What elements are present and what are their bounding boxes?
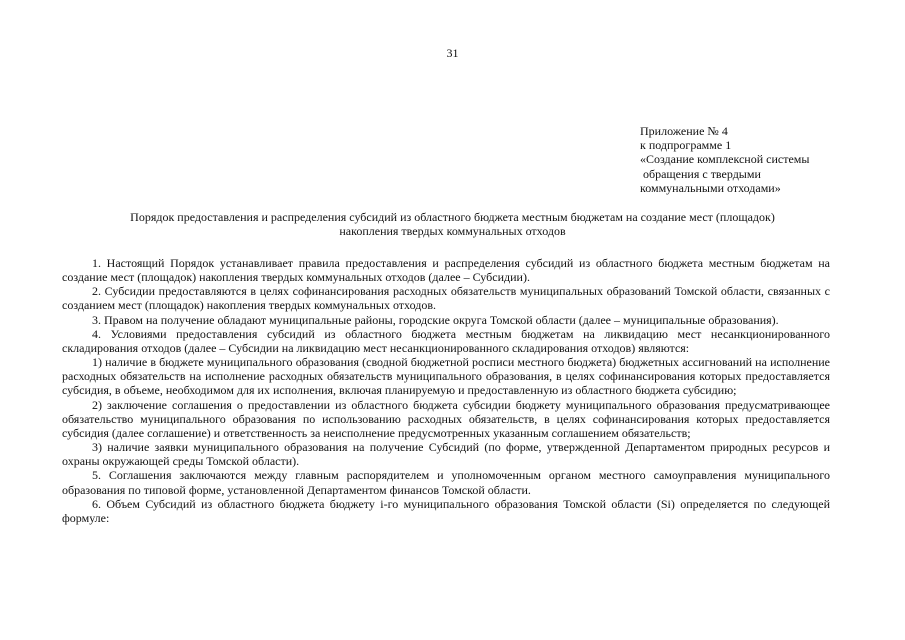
paragraph-1: 1. Настоящий Порядок устанавливает правила предоставления и распределения субсидий из областного бюджета местным бюджетам на создание мест (площадок) накопления твердых коммунальных отходов (далее – Субсидии). [62, 256, 830, 285]
paragraph-6: 6. Объем Субсидий из областного бюджета бюджету i-го муниципального образования Томской области (Si) определяется по следующей формуле: [62, 496, 830, 525]
appendix-line: к подпрограмме 1 [640, 138, 732, 153]
paragraph-4-item-2: 2) заключение соглашения о предоставлении из областного бюджета субсидии бюджету муниципального образования предусматривающее обязательство муниципального образования по использованию расходных обязательств, в целях софинансирования которых предоставляется субсидия (далее соглашение) и ответственность за неисполнение предусмотренных указанным соглашением обязательств; [62, 397, 830, 440]
appendix-line: коммунальными отходами» [640, 180, 781, 195]
paragraph-3: 3. Правом на получение обладают муниципальные районы, городские округа Томской области (далее – муниципальные образования). [92, 312, 779, 327]
page-number: 31 [446, 46, 459, 60]
appendix-line: Приложение № 4 [640, 124, 728, 138]
paragraph-2: 2. Субсидии предоставляются в целях софинансирования расходных обязательств муниципальных образований Томской области, связанных с созданием мест (площадок) накопления твердых коммунальных отходов. [62, 284, 830, 313]
title-line-2: накопления твердых коммунальных отходов [339, 224, 566, 239]
paragraph-4-item-3: 3) наличие заявки муниципального образования на получение Субсидий (по форме, утвержденной Департаментом природных ресурсов и охраны окружающей среды Томской области). [62, 440, 830, 469]
paragraph-4: 4. Условиями предоставления субсидий из областного бюджета местным бюджетам на ликвидацию мест несанкционированного складирования отходов (далее – Субсидии на ликвидацию мест несанкционированного складирования отходов) являются: [62, 326, 830, 355]
document-title [60, 210, 845, 238]
title-line-1: Порядок предоставления и распределения субсидий из областного бюджета местным бюджетам на создание мест (площадок) [130, 210, 775, 224]
appendix-line: обращения с твердыми [640, 166, 761, 181]
paragraph-5: 5. Соглашения заключаются между главным распорядителем и уполномоченным органом местного самоуправления муниципального образования по типовой форме, установленной Департаментом финансов Томской области. [62, 468, 830, 497]
appendix-header [640, 124, 880, 195]
appendix-line: «Создание комплексной системы [640, 152, 810, 167]
paragraph-4-item-1: 1) наличие в бюджете муниципального образования (сводной бюджетной росписи местного бюджета) бюджетных ассигнований на исполнение расходных обязательств на исполнение расходных обязательств муниципального образования, в целях софинансирования которых предоставляется субсидия, в объеме, необходимом для их исполнения, включая планируемую и предоставленную из областного бюджета субсидию; [62, 355, 830, 398]
document-body [62, 256, 830, 525]
